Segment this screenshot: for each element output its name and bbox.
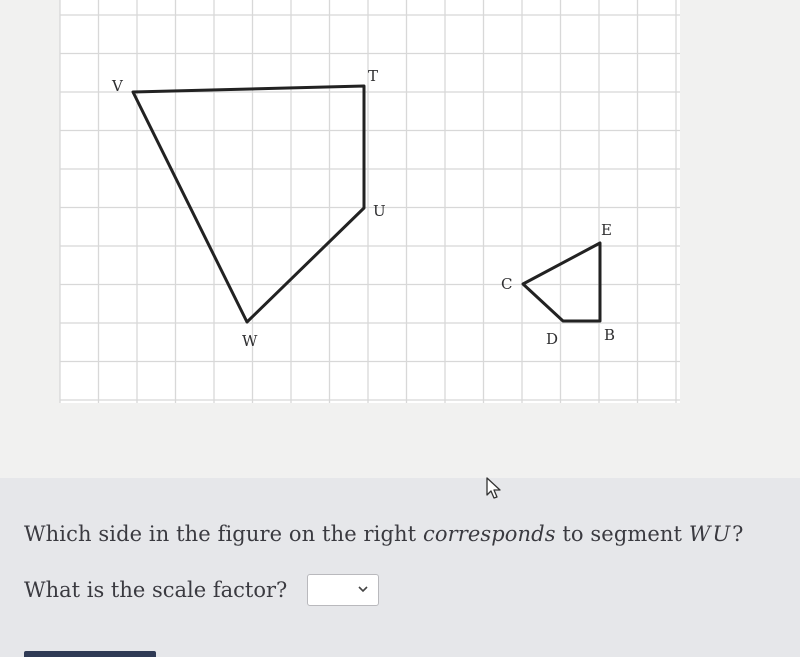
grid-background <box>60 0 680 403</box>
question-emphasis: corresponds <box>422 522 556 546</box>
label-c: C <box>501 275 513 293</box>
question-panel <box>0 478 800 657</box>
segment-name: WU <box>688 522 733 546</box>
chevron-down-icon <box>357 583 369 595</box>
question-scale-factor: What is the scale factor? <box>24 578 288 602</box>
mouse-pointer-icon <box>485 476 503 500</box>
question-text-mid: to segment <box>555 522 689 546</box>
label-t: T <box>368 67 379 85</box>
label-v: V <box>112 77 123 95</box>
label-e: E <box>601 221 612 239</box>
label-u: U <box>373 202 386 220</box>
question-text-start: Which side in the figure on the right <box>24 522 423 546</box>
scale-factor-dropdown[interactable] <box>307 574 379 606</box>
question-corresponding-side <box>24 522 744 546</box>
label-d: D <box>546 330 559 348</box>
question-mark: ? <box>732 522 744 546</box>
label-b: B <box>604 326 616 344</box>
label-w: W <box>242 332 258 350</box>
continue-button-edge[interactable] <box>24 651 156 657</box>
